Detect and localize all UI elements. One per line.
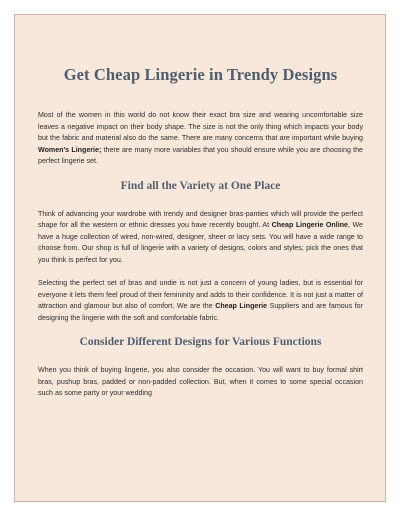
page-title: Get Cheap Lingerie in Trendy Designs — [63, 65, 338, 84]
variety-p2-bold-cheap-lingerie: Cheap Lingerie — [215, 302, 268, 310]
document-body — [15, 15, 385, 400]
variety-p2-text-2: Suppliers and are famous for designing the lingerie with the soft and comfortable fabric. — [38, 302, 363, 322]
intro-text-1: Most of the women in this world do not know their exact bra size and wearing uncomfortable size leaves a negative impact on their body shape. The size is not the only thing which impacts your body but the fabric and material also do the same. There are many concerns that are important while buying — [38, 111, 363, 142]
document-page — [14, 14, 386, 502]
variety-paragraph-1 — [38, 209, 363, 267]
designs-paragraph-1 — [38, 365, 363, 400]
designs-p1-text-1: When you think of buying lingerie, you also consider the occasion. You will want to buy formal shirt bras, pushup bras, padded or non-padded collection. But, when it comes to some special occasion such as some party or your wedding — [38, 366, 363, 397]
variety-p1-text-1: Think of advancing your wardrobe with trendy and designer bras-panties which will provide the perfect shape for all the western or ethnic dresses you have recently bought. At — [38, 209, 363, 229]
section-heading-designs: Consider Different Designs for Various Functions — [79, 336, 322, 348]
variety-paragraph-2 — [38, 278, 363, 324]
intro-bold-womens-lingerie: Women's Lingerie; — [38, 145, 102, 154]
variety-p2-text-1: Selecting the perfect set of bras and undie is not just a concern of young ladies, but is essential for everyone it lets them feel proud of their femininity and adds to their confidence. It is not just a matter of attraction and glamour but also of comfort. We are the — [38, 279, 363, 310]
variety-p1-bold-cheap-lingerie-online: Cheap Lingerie Online — [271, 221, 348, 229]
intro-text-2: there are many more variables that you should ensure while you are choosing the perfect lingerie set. — [38, 145, 364, 165]
intro-paragraph — [38, 110, 363, 168]
variety-p1-text-2: , We have a huge collection of wired, non-wired, designer, sheer or lacy sets. You will have a wide range to choose from. Our shop is full of lingerie with a variety of designs, colors and styles; pick the ones that you think is perfect for you. — [38, 221, 363, 264]
section-heading-variety: Find all the Variety at One Place — [120, 179, 281, 192]
